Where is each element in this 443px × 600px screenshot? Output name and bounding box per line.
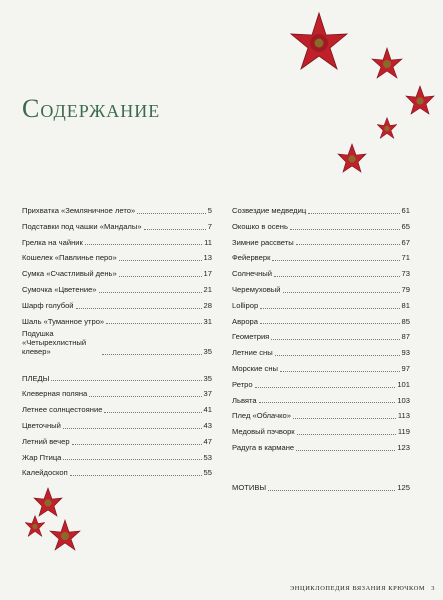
toc-entry-title: Медовый пэчворк [232, 427, 295, 437]
toc-entry-title: Львята [232, 395, 257, 405]
toc-entry-title: Созвездие медведиц [232, 206, 307, 216]
contents-left-column [22, 200, 212, 478]
toc-entry-14[interactable] [22, 447, 212, 463]
leader-dots [106, 323, 201, 324]
toc-entry-page: 97 [401, 364, 410, 374]
toc-entry-page: 35 [203, 373, 212, 383]
toc-entry-r3[interactable] [232, 247, 410, 263]
toc-entry-page: 123 [397, 443, 410, 453]
leader-dots [89, 396, 201, 397]
toc-entry-page: 93 [401, 348, 410, 358]
toc-entry-page: 61 [401, 206, 410, 216]
leader-dots [274, 276, 400, 277]
toc-entry-page: 41 [203, 405, 212, 415]
toc-entry-title: Кошелек «Павлинье перо» [22, 253, 117, 263]
toc-entry-page: 13 [203, 253, 212, 263]
toc-entry-title: Солнечный [232, 269, 272, 279]
toc-entry-title: Летние сны [232, 348, 273, 358]
leader-dots [280, 371, 400, 372]
leader-dots [102, 354, 202, 355]
toc-entry-page: 79 [401, 285, 410, 295]
book-title: ЭНЦИКЛОПЕДИЯ ВЯЗАНИЯ КРЮЧКОМ [289, 585, 426, 592]
toc-entry-page: 119 [397, 427, 410, 437]
toc-entry-title: Зимние рассветы [232, 237, 294, 247]
toc-entry-2[interactable] [22, 232, 212, 248]
running-footer [290, 585, 435, 592]
toc-entry-page: 101 [397, 379, 410, 389]
leader-dots [275, 355, 400, 356]
toc-entry-page: 55 [203, 468, 212, 478]
toc-entry-title: Плед «Облачко» [232, 411, 291, 421]
leader-dots [119, 260, 202, 261]
toc-entry-title: Ретро [232, 379, 253, 389]
leader-dots [63, 428, 202, 429]
toc-entry-page: 53 [203, 452, 212, 462]
toc-entry-page: 67 [401, 237, 410, 247]
toc-entry-title: Летний вечер [22, 436, 70, 446]
toc-entry-5[interactable] [22, 279, 212, 295]
toc-entry-r11[interactable] [232, 374, 410, 390]
toc-entry-page: 31 [203, 316, 212, 326]
toc-entry-page: 87 [401, 332, 410, 342]
toc-entry-title: Клеверная поляна [22, 389, 88, 399]
toc-entry-page: 35 [203, 346, 212, 356]
toc-entry-r5[interactable] [232, 279, 410, 295]
toc-entry-title: Подушка «Четырехлистный клевер» [22, 329, 87, 356]
crochet-flower-icon [22, 514, 48, 539]
toc-entry-page: 21 [203, 285, 212, 295]
toc-section-plaids[interactable] [22, 368, 212, 384]
toc-entry-1[interactable] [22, 216, 212, 232]
toc-entry-12[interactable] [22, 415, 212, 431]
toc-entry-8[interactable] [22, 326, 212, 356]
crochet-flower-icon [368, 46, 406, 82]
toc-entry-r1[interactable] [232, 216, 410, 232]
toc-entry-page: 37 [203, 389, 212, 399]
leader-dots [51, 380, 201, 381]
toc-entry-r6[interactable] [232, 295, 410, 311]
toc-entry-13[interactable] [22, 431, 212, 447]
toc-section-title: МОТИВЫ [232, 482, 267, 492]
leader-dots [99, 292, 202, 293]
leader-dots [296, 244, 400, 245]
toc-entry-7[interactable] [22, 311, 212, 327]
toc-entry-title: Шаль «Туманное утро» [22, 316, 105, 326]
toc-entry-title: Цветочный [22, 421, 61, 430]
toc-entry-page: 47 [203, 436, 212, 446]
toc-entry-r15[interactable] [232, 437, 410, 453]
page-title: Содержание [22, 94, 161, 123]
toc-entry-r9[interactable] [232, 342, 410, 358]
toc-entry-r12[interactable] [232, 390, 410, 406]
crochet-flower-icon [46, 518, 84, 554]
toc-entry-title: Радуга в кармане [232, 443, 295, 453]
toc-entry-page: 113 [397, 411, 410, 421]
leader-dots [260, 308, 399, 309]
toc-entry-r7[interactable] [232, 311, 410, 327]
toc-entry-title: Шарф голубой [22, 300, 74, 310]
crochet-flower-icon [284, 10, 354, 76]
section-gap [232, 453, 410, 477]
toc-entry-page: 11 [204, 237, 212, 247]
toc-entry-page: 81 [401, 300, 410, 310]
toc-entry-page: 71 [401, 253, 410, 263]
section-gap [22, 357, 212, 368]
leader-dots [137, 213, 206, 214]
toc-entry-r10[interactable] [232, 358, 410, 374]
leader-dots [283, 292, 400, 293]
toc-entry-title: Фейерверк [232, 253, 271, 263]
toc-entry-page: 7 [207, 221, 212, 231]
leader-dots [119, 276, 202, 277]
leader-dots [271, 339, 399, 340]
toc-entry-title: Сумочка «Цветение» [22, 285, 97, 295]
toc-entry-page: 125 [397, 482, 410, 492]
leader-dots [70, 475, 202, 476]
toc-entry-page: 5 [207, 206, 212, 216]
toc-entry-r8[interactable] [232, 326, 410, 342]
toc-entry-page: 17 [203, 269, 212, 279]
toc-entry-title: Подставки под чашки «Мандалы» [22, 221, 142, 231]
toc-entry-6[interactable] [22, 295, 212, 311]
toc-entry-0[interactable] [22, 200, 212, 216]
leader-dots [308, 213, 399, 214]
crochet-flower-icon [402, 84, 438, 118]
toc-entry-page: 65 [401, 221, 410, 231]
leader-dots [259, 402, 396, 403]
toc-entry-3[interactable] [22, 247, 212, 263]
toc-entry-r0[interactable] [232, 200, 410, 216]
leader-dots [272, 260, 399, 261]
toc-entry-title: Окошко в осень [232, 221, 288, 231]
toc-entry-4[interactable] [22, 263, 212, 279]
leader-dots [268, 490, 395, 491]
leader-dots [290, 229, 400, 230]
leader-dots [72, 444, 202, 445]
toc-entry-title: Калейдоскоп [22, 468, 68, 478]
toc-entry-page: 103 [397, 395, 410, 405]
toc-entry-title: Морские сны [232, 364, 279, 374]
toc-entry-r2[interactable] [232, 232, 410, 248]
toc-entry-r4[interactable] [232, 263, 410, 279]
leader-dots [144, 229, 206, 230]
toc-entry-title: Геометрия [232, 332, 270, 342]
leader-dots [104, 412, 201, 413]
toc-section-motifs[interactable] [232, 477, 410, 493]
leader-dots [85, 244, 202, 245]
toc-entry-title: Аврора [232, 316, 258, 326]
leader-dots [76, 308, 202, 309]
toc-entry-page: 28 [203, 300, 212, 310]
toc-entry-r14[interactable] [232, 421, 410, 437]
leader-dots [255, 387, 396, 388]
toc-entry-title: Прихватка «Земляничное лето» [22, 206, 136, 216]
toc-entry-10[interactable] [22, 383, 212, 399]
toc-entry-page: 43 [203, 421, 212, 430]
toc-entry-title: Жар Птица [22, 452, 62, 462]
toc-entry-title: Грелка на чайник [22, 237, 83, 247]
leader-dots [296, 450, 395, 451]
toc-entry-11[interactable] [22, 399, 212, 415]
page-number: 3 [431, 585, 435, 592]
leader-dots [297, 434, 396, 435]
contents-right-column [232, 200, 410, 493]
toc-entry-title: Lollipop [232, 300, 259, 310]
crochet-flower-icon [334, 142, 370, 176]
toc-entry-title: Сумка «Счастливый день» [22, 269, 117, 279]
toc-entry-title: Летнее солнцестояние [22, 405, 103, 415]
toc-entry-page: 73 [401, 269, 410, 279]
toc-section-title: ПЛЕДЫ [22, 373, 50, 383]
toc-entry-r13[interactable] [232, 405, 410, 421]
toc-entry-15[interactable] [22, 462, 212, 478]
leader-dots [63, 459, 201, 460]
leader-dots [260, 323, 400, 324]
leader-dots [293, 418, 396, 419]
toc-entry-page: 85 [401, 316, 410, 326]
toc-entry-title: Черемуховый [232, 285, 281, 295]
crochet-flower-icon [374, 116, 400, 141]
